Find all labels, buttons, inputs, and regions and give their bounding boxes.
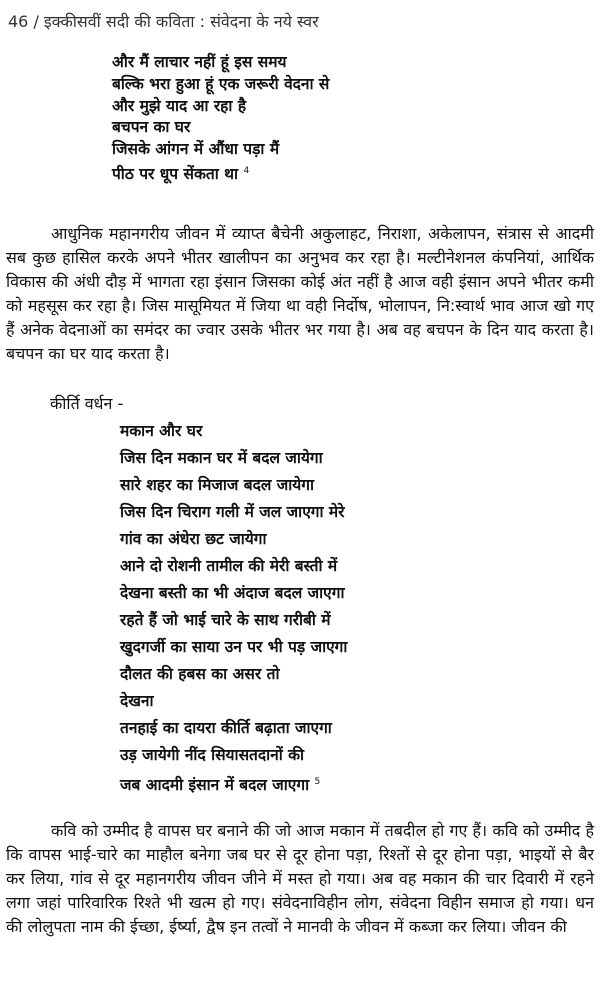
poem-line-text: जब आदमी इंसान में बदल जाएगा (120, 776, 310, 794)
poem-line-text: पीठ पर धूप सेंकता था (112, 164, 239, 183)
poem-line: गांव का अंधेरा छट जायेगा (120, 530, 267, 548)
poem-line: दौलत की हबस का असर तो (120, 665, 280, 683)
footnote-ref: 4 (243, 165, 250, 176)
paragraph-1: आधुनिक महानगरीय जीवन में व्याप्त बैचेनी अकुलाहट, निराशा, अकेलापन, संत्रास से आदमी सब कुछ हासिल करके अपने भीतर खालीपन का अनुभव कर रहा है। मल्टीनेशनल कंपनियां, आर्थिक विकास की अंधी दौड़ में भागता रहा इंसान जिसका कोई अंत नहीं है आज वही इंसान अपने भीतर कमी को महसूस कर रहा है। जिस मासूमियत में जिया था वही निर्दोष, भोलापन, नि:स्वार्थ भाव आज खो गए हैं अनेक वेदनाओं का समंदर का ज्वार उसके भीतर भर गया है। अब वह बचपन के दिन याद करता है। बचपन का घर याद करता है। (6, 224, 594, 363)
page-number: 46 (8, 12, 29, 31)
poet-attribution: कीर्ति वर्धन - (50, 394, 124, 413)
paragraph-2: कवि को उम्मीद है वापस घर बनाने की जो आज मकान में तबदील हो गए हैं। कवि को उम्मीद है कि वापस भाई-चारे का माहौल बनेगा जब घर से दूर होना पड़ा, रिश्तों से दूर होना पड़ा, भाइयों से बैर कर लिया, गांव से दूर महानगरीय जीवन जीने में मस्त हो गया। अब वह मकान की चार दिवारी में रहने लगा जहां पारिवारिक रिश्ते भी खत्म हो गए। संवेदनाविहीन लोग, संवेदना विहीन समाज हो गया। धन की लोलुपता नाम की ईच्छा, ईर्ष्या, द्वैष इन तत्वों ने मानवी के जीवन में कब्जा कर लिया। जीवन की (6, 821, 594, 936)
poem-title: मकान और घर (120, 422, 203, 440)
poem-line: और मुझे याद आ रहा है (112, 96, 247, 115)
poem-line: बल्कि भरा हुआ हूं एक जरूरी वेदना से (112, 74, 330, 93)
poem-excerpt-1 (112, 52, 329, 186)
running-header (8, 10, 319, 32)
poem-line (112, 161, 329, 186)
poem-line: जिसके आंगन में औंधा पड़ा मैं (112, 140, 280, 159)
poem-line: उड़ जायेगी नींद सियासतदानों की (120, 746, 305, 764)
poem-line: देखना बस्ती का भी अंदाज बदल जाएगा (120, 584, 345, 602)
poem-line: जिस दिन मकान घर में बदल जायेगा (120, 449, 323, 467)
header-separator: / (28, 12, 44, 31)
poem-line: और मैं लाचार नहीं हूं इस समय (112, 53, 287, 71)
poem-excerpt-2 (120, 418, 347, 799)
footnote-ref: 5 (314, 777, 321, 787)
poem-line: रहते हैं जो भाई चारे के साथ गरीबी में (120, 611, 331, 629)
poem-line: आने दो रोशनी तामील की मेरी बस्ती में (120, 557, 338, 575)
poem-line: तनहाई का दायरा कीर्ति बढ़ाता जाएगा (120, 719, 332, 737)
poem-line: बचपन का घर (112, 118, 191, 137)
poem-line: सारे शहर का मिजाज बदल जायेगा (120, 476, 314, 494)
poem-line: जिस दिन चिराग गली में जल जाएगा मेरे (120, 503, 345, 521)
book-title: इक्कीसवीं सदी की कविता : संवेदना के नये स्वर (43, 12, 319, 31)
poem-line: खुदगर्जी का साया उन पर भी पड़ जाएगा (120, 638, 348, 656)
poem-line (120, 769, 347, 799)
poem-line: देखना (120, 692, 154, 710)
